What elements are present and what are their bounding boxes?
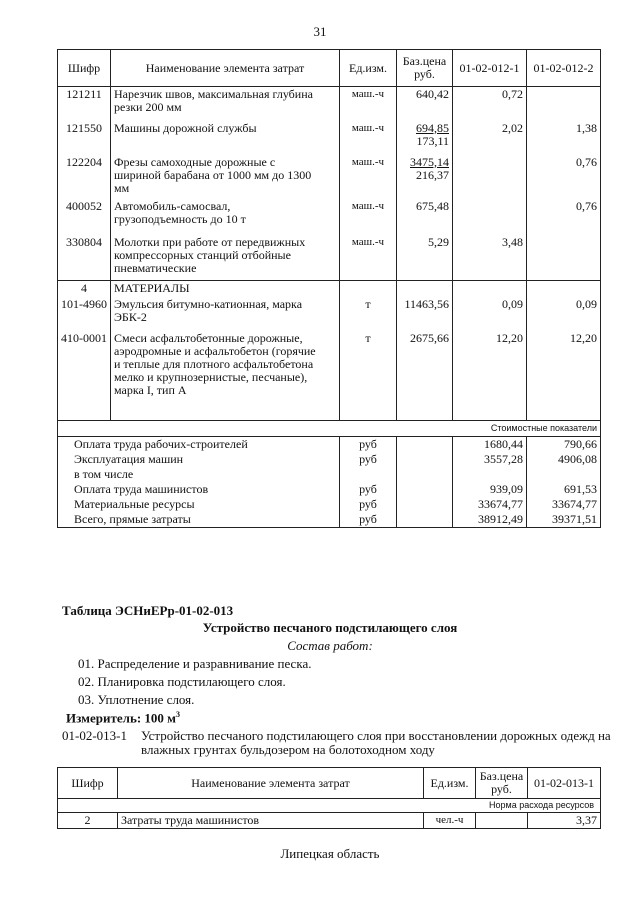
header-price: Баз.цена руб. xyxy=(476,768,528,799)
header-unit: Ед.изм. xyxy=(340,50,397,87)
header-col1: 01-02-013-1 xyxy=(528,768,601,799)
table-row: 121550 Машины дорожной службы маш.-ч 694,85 173,11 2,02 1,38 xyxy=(58,121,601,155)
total-row-labor: Оплата труда рабочих-строителей руб 1680,44 790,66 xyxy=(58,437,601,453)
header-code: Шифр xyxy=(58,50,111,87)
resources-table-013 xyxy=(57,767,601,829)
work-step-3: 03. Уплотнение слоя. xyxy=(78,692,195,707)
total-row-direct-costs: Всего, прямые затраты руб 38912,49 39371,51 xyxy=(58,512,601,528)
footer-region: Липецкая область xyxy=(280,846,380,861)
meter-label: Измеритель: 100 $м^3$ xyxy=(66,710,181,726)
work-step-1: 01. Распределение и разравнивание песка. xyxy=(78,656,312,671)
table-row: 121211 Нарезчик швов, максимальная глубина резки 200 мм маш.-ч 640,42 0,72 xyxy=(58,87,601,121)
section-row-materials: 4 МАТЕРИАЛЫ xyxy=(58,281,601,297)
header-name: Наименование элемента затрат xyxy=(111,50,340,87)
total-row-including: в том числе xyxy=(58,467,601,482)
page-number: 31 xyxy=(313,24,327,39)
norm-caption-row: Норма расхода ресурсов xyxy=(58,799,601,813)
table-row: 2 Затраты труда машинистов чел.-ч 3,37 xyxy=(58,813,601,829)
header-col1: 01-02-012-1 xyxy=(453,50,527,87)
cost-caption-row: Стоимостные показатели xyxy=(58,421,601,437)
header-code: Шифр xyxy=(58,768,118,799)
composition-label: Состав работ: xyxy=(287,638,373,653)
section-title: Устройство песчаного подстилающего слоя xyxy=(202,620,458,635)
table-row: 410-0001 Смеси асфальтобетонные дорожные, аэродромные и асфальтобетон (горячие и теплые для плотного асфальтобетона мелко и крупнозернистые, песчаные), марка I, тип А т 2675,66 12,20 12,20 xyxy=(58,331,601,421)
total-row-machines: Эксплуатация машин руб 3557,28 4906,08 xyxy=(58,452,601,467)
table-header-row xyxy=(58,50,601,87)
header-col2: 01-02-012-2 xyxy=(527,50,601,87)
total-row-materials: Материальные ресурсы руб 33674,77 33674,77 xyxy=(58,497,601,512)
table-row: 101-4960 Эмульсия битумно-катионная, марка ЭБК-2 т 11463,56 0,09 0,09 xyxy=(58,297,601,331)
resources-table-012 xyxy=(57,49,601,528)
item-description-line2: влажных грунтах бульдозером на болотоходном ходу xyxy=(141,742,435,757)
header-price: Баз.цена руб. xyxy=(397,50,453,87)
table-row: 330804 Молотки при работе от передвижных компрессорных станций отбойные пневматические маш.-ч 5,29 3,48 xyxy=(58,235,601,281)
total-row-machinist-labor: Оплата труда машинистов руб 939,09 691,53 xyxy=(58,482,601,497)
item-code: 01-02-013-1 xyxy=(62,728,127,743)
table-row: 122204 Фрезы самоходные дорожные с шириной барабана от 1000 мм до 1300 мм маш.-ч 3475,14 216,37 0,76 xyxy=(58,155,601,199)
table-title: Таблица ЭСНиЕРр-01-02-013 xyxy=(62,603,234,618)
header-unit: Ед.изм. xyxy=(424,768,476,799)
table-header-row xyxy=(58,768,601,799)
work-step-2: 02. Планировка подстилающего слоя. xyxy=(78,674,286,689)
item-description-line1: Устройство песчаного подстилающего слоя при восстановлении дорожных одежд на xyxy=(141,728,611,743)
table-row: 400052 Автомобиль-самосвал, грузоподъемность до 10 т маш.-ч 675,48 0,76 xyxy=(58,199,601,235)
header-name: Наименование элемента затрат xyxy=(118,768,424,799)
